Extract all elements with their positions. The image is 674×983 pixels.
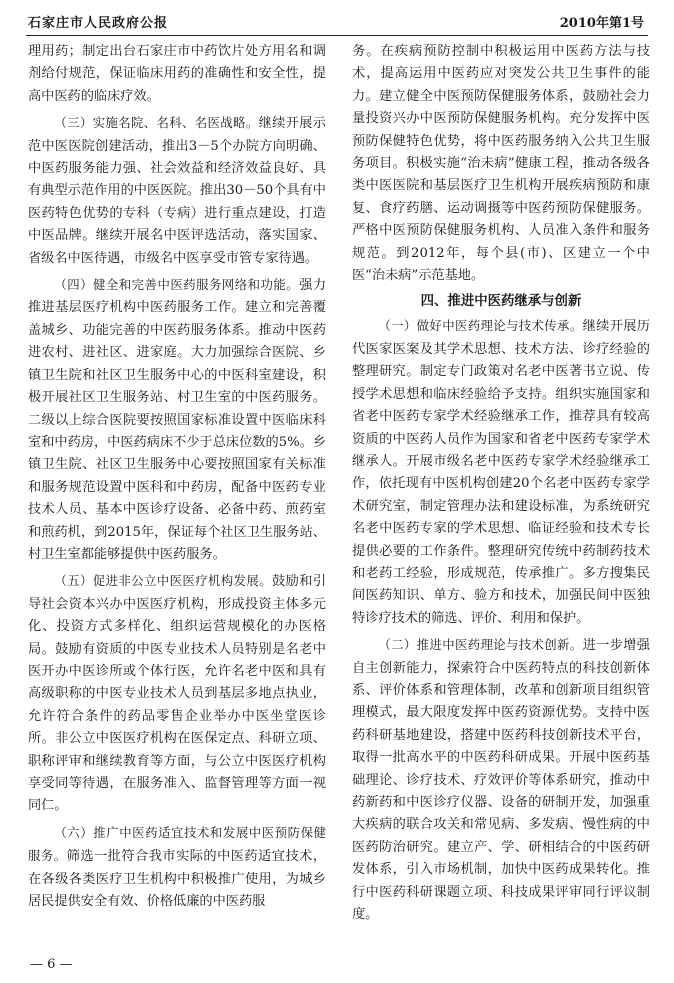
paragraph <box>28 112 326 270</box>
page-header <box>26 8 648 34</box>
page-number: — 6 — <box>30 957 73 972</box>
paragraph-text: 继续开展示范中医医院创建活动，推出3－5个办院方向明确、中医药服务能力强、社会效益和经济效益良好、具有典型示范作用的中医医院。推出30－50个具有中医药特色优势的专科（专病）进行重点建设，打造中医品牌。继续开展名中医评选活动，落实国家、省级名中医待遇，市级名中医享受市管专家待遇。 <box>28 116 326 266</box>
paragraph-text: 务。在疾病预防控制中积极运用中医药方法与技术，提高运用中医药应对突发公共卫生事件的能力。建立健全中医预防保健服务体系，鼓励社会力量投资兴办中医预防保健服务机构。充分发挥中医预防保健特色优势，将中医药服务纳入公共卫生服务项目。积极实施“治未病”健康工程，推动各级各类中医医院和基层医疗卫生机构开展疾病预防和康复、食疗药膳、运动调摄等中医药预防保健服务。严格中医预防保健服务机构、人员准入条件和服务规范。到2012年，每个县(市)、区建立一个中医“治未病”示范基地。 <box>352 44 650 284</box>
left-column <box>28 41 326 917</box>
paragraph <box>28 41 326 108</box>
paragraph <box>352 41 650 287</box>
paragraph-lead: （六）推广中医药适宜技术和发展中医预防保健服务。 <box>28 824 326 864</box>
right-column <box>352 41 650 930</box>
paragraph-text: 进一步增强自主创新能力，探索符合中医药特点的科技创新体系、评价体系和管理体制，改革和创新项目组织管理模式，最大限度发挥中医药资源优势。支持中医药科研基地建设，搭建中医药科技创新技术平台，取得一批高水平的中医药科研成果。开展中医药基础理论、诊疗技术、疗效评价等体系研究，推动中药新药和中医诊疗仪器、设备的研制开发，加强重大疾病的联合攻关和常见病、多发病、慢性病的中医药防治研究。建立产、学、研相结合的中医药研发体系，引入市场机制，加快中医药成果转化。推行中医药科研课题立项、科技成果评审同行评议制度。 <box>352 638 650 923</box>
paragraph <box>352 634 650 926</box>
publication-title: 石家庄市人民政府公报 <box>28 16 169 31</box>
paragraph-text: 筛选一批符合我市实际的中医药适宜技术，在各级各类医疗卫生机构中积极推广使用，为城乡居民提供安全有效、价格低廉的中医药服 <box>28 849 327 910</box>
paragraph-lead: （二）推进中医药理论与技术创新。 <box>378 637 583 653</box>
paragraph-lead: （四）健全和完善中医药服务网络和功能。 <box>54 277 300 293</box>
header-rule <box>26 35 648 36</box>
paragraph <box>28 822 326 914</box>
paragraph-text: 继续开展历代医家医案及其学术思想、技术方法、诊疗经验的整理研究。制定专门政策对名老中医著书立说、传授学术思想和临床经验给予支持。组织实施国家和省老中医药专家学术经验继承工作，推荐具有较高资质的中医药人员作为国家和省老中医药专家学术继承人。开展市级名老中医药专家学术经验继承工作，依托现有中医机构创建20个名老中医药专家学术研究室，制定管理办法和建设标准，为系统研究名老中医药专家的学术思想、临证经验和技术专长提供必要的工作条件。整理研究传统中药制药技术和老药工经验，形成规范，传承推广。多方搜集民间医药知识、单方、验方和技术，加强民间中医独特诊疗技术的筛选、评价、利用和保护。 <box>352 319 650 626</box>
paragraph-lead: （三）实施名院、名科、名医战略。 <box>54 115 259 131</box>
paragraph-text: 鼓励和引导社会资本兴办中医医疗机构，形成投资主体多元化、投资方式多样化、组织运营规模化的办医格局。鼓励有资质的中医专业技术人员特别是名老中医开办中医诊所或个体行医，允许名老中医和具有高级职称的中医专业技术人员到基层多地点执业，允许符合条件的药品零售企业举办中医坐堂医诊所。非公立中医医疗机构在医保定点、科研立项、职称评审和继续教育等方面，与公立中医医疗机构享受同等待遇，在服务准入、监督管理等方面一视同仁。 <box>28 574 327 814</box>
paragraph-text: 强力推进基层医疗机构中医药服务工作。建立和完善覆盖城乡、功能完善的中医药服务体系。推动中医药进农村、进社区、进家庭。大力加强综合医院、乡镇卫生院和社区卫生服务中心的中医科室建设，积极开展社区卫生服务站、村卫生室的中医药服务。二级以上综合医院要按照国家标准设置中医临床科室和中药房，中医药病床不少于总床位数的5%。乡镇卫生院、社区卫生服务中心要按照国家有关标准和服务规范设置中医科和中药房，配备中医药专业技术人员、基本中医诊疗设备、必备中药、煎药室和煎药机，到2015年，保证每个社区卫生服务站、村卫生室都能够提供中医药服务。 <box>28 278 327 562</box>
paragraph-lead: （一）做好中医药理论与技术传承。 <box>378 318 583 334</box>
paragraph-text: 理用药；制定出台石家庄市中药饮片处方用名和调剂给付规范，保证临床用药的准确性和安全性，提高中医药的临床疗效。 <box>28 44 326 104</box>
issue-number: 2010年第1号 <box>559 16 644 31</box>
paragraph <box>28 570 326 817</box>
paragraph <box>28 274 326 566</box>
paragraph-lead: （五）促进非公立中医医疗机构发展。 <box>54 573 273 589</box>
paragraph <box>352 315 650 630</box>
section-heading: 四、推进中医药继承与创新 <box>420 294 582 310</box>
